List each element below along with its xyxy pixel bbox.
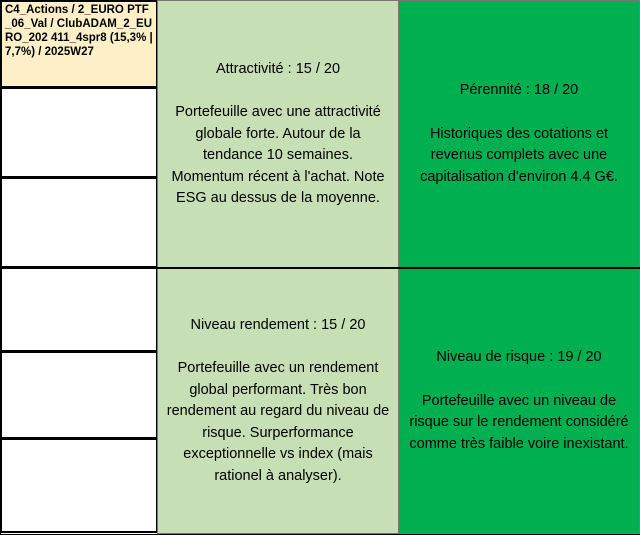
- perennite-panel: [398, 0, 640, 268]
- perennite-body: Historiques des cotations et revenus complets avec une capitalisation d'environ 4.4 G€.: [420, 125, 618, 185]
- risque-panel: [398, 268, 640, 534]
- empty-cell-5: [0, 438, 158, 533]
- attractivite-title: Attractivité : 15 / 20: [215, 60, 341, 77]
- rendement-body: Portefeuille avec un rendement global performant. Très bon rendement au regard du niveau de risque. Surperformance exceptionnelle vs index (mais rationel à analyser).: [166, 360, 390, 484]
- attractivite-panel: [157, 0, 399, 268]
- empty-cell-4: [0, 351, 158, 439]
- rendement-panel: [157, 268, 399, 534]
- empty-cell-1: [0, 87, 158, 178]
- empty-cell-3: [0, 267, 158, 352]
- risque-title: Niveau de risque : 19 / 20: [436, 349, 602, 365]
- portfolio-header-text: C4_Actions / 2_EURO PTF_06_Val / ClubADAM_2_EURO_202 411_4spr8 (15,3% | 7,7%) / 2025W27: [5, 4, 153, 58]
- rendement-title: Niveau rendement : 15 / 20: [190, 316, 366, 333]
- attractivite-body: Portefeuille avec une attractivité globale forte. Autour de la tendance 10 semaines. Momentum récent à l'achat. Note ESG au dessus de la moyenne.: [171, 104, 385, 206]
- risque-body: Portefeuille avec un niveau de risque sur le rendement considéré comme très faible voire inexistant.: [409, 392, 629, 452]
- portfolio-header-cell: [0, 0, 158, 88]
- row-divider: [157, 267, 640, 269]
- empty-cell-2: [0, 177, 158, 268]
- perennite-title: Pérennité : 18 / 20: [459, 82, 579, 98]
